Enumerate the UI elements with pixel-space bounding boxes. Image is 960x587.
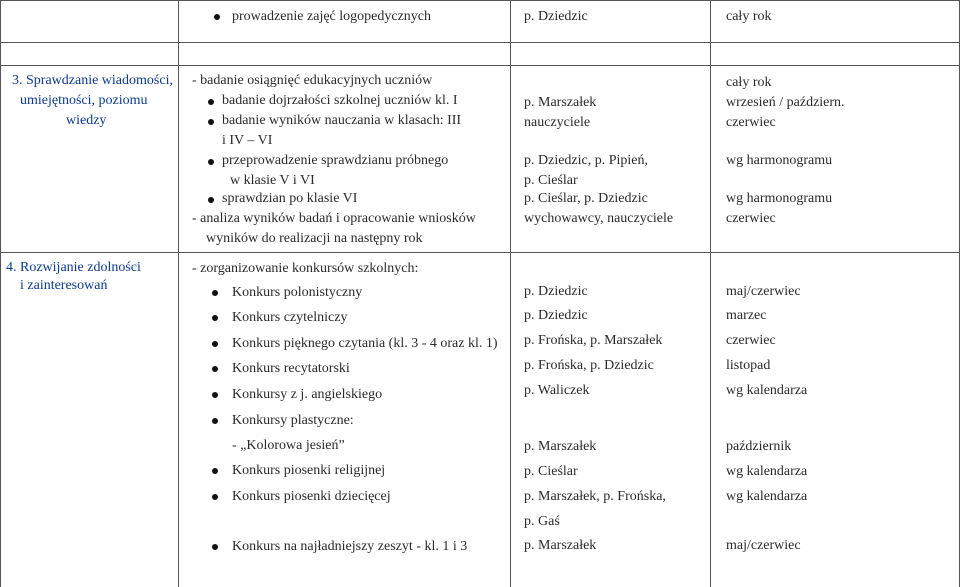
row4-item-1-when: marzec: [726, 308, 767, 323]
row3-line-4: przeprowadzenie sprawdzianu próbnego: [222, 153, 449, 168]
row3-when-3: wg harmonogramu: [726, 153, 833, 168]
bullet-icon: [212, 392, 218, 398]
bullet-icon: [208, 119, 214, 125]
table-border-top: [0, 0, 960, 1]
row4-item-3-label: Konkurs recytatorski: [232, 361, 350, 376]
row4-item-7-who: p. Cieślar: [524, 464, 578, 479]
row4-item-8-when: wg kalendarza: [726, 489, 808, 504]
row4-item-10-who: p. Marszałek: [524, 538, 597, 553]
row4-item-6-who: p. Marszałek: [524, 439, 597, 454]
row3-when-2: czerwiec: [726, 115, 776, 130]
table-border-row3-bottom: [0, 252, 960, 253]
row4-item-2-label: Konkurs pięknego czytania (kl. 3 - 4 oraz kl. 1): [232, 336, 498, 351]
table-col-1: [178, 0, 179, 587]
row3-line-8: wyników do realizacji na następny rok: [206, 231, 423, 246]
bullet-icon: [208, 159, 214, 165]
row4-item-7-label: Konkurs piosenki religijnej: [232, 463, 386, 478]
row3-when-1: wrzesień / październ.: [726, 95, 845, 110]
row3-line-5: w klasie V i VI: [230, 173, 315, 188]
row4-item-0-label: Konkurs polonistyczny: [232, 285, 363, 300]
row3-when-4: wg harmonogramu: [726, 191, 833, 206]
row4-item-6-when: październik: [726, 439, 792, 454]
row4-section-line2: i zainteresowań: [20, 278, 108, 293]
table-col-2: [510, 0, 511, 587]
row3-who-5: wychowawcy, nauczyciele: [524, 211, 674, 226]
table-border-row1-bottom: [0, 42, 960, 43]
row3-line-1: badanie dojrzałości szkolnej uczniów kl. I: [222, 93, 458, 108]
bullet-icon: [212, 290, 218, 296]
row4-section-line1: 4. Rozwijanie zdolności: [6, 260, 141, 275]
bullet-icon: [212, 418, 218, 424]
row4-item-10-when: maj/czerwiec: [726, 538, 801, 553]
row4-item-3-when: listopad: [726, 358, 771, 373]
row3-section-line3: wiedzy: [66, 113, 107, 128]
bullet-icon: [212, 341, 218, 347]
row4-item-7-when: wg kalendarza: [726, 464, 808, 479]
row3-line-7: - analiza wyników badań i opracowanie wniosków: [192, 211, 476, 226]
bullet-icon: [212, 544, 218, 550]
row4-item-5-label: Konkursy plastyczne:: [232, 413, 354, 428]
bullet-icon: [208, 197, 214, 203]
row4-item-1-label: Konkurs czytelniczy: [232, 310, 348, 325]
row4-item-8-label: Konkurs piosenki dziecięcej: [232, 489, 391, 504]
row3-who-0: p. Marszałek: [524, 95, 597, 110]
row3-when-5: czerwiec: [726, 211, 776, 226]
row3-section-line2: umiejętności, poziomu: [20, 93, 148, 108]
row3-section-line1: 3. Sprawdzanie wiadomości,: [12, 73, 173, 88]
bullet-icon: [212, 366, 218, 372]
row4-item-1-who: p. Dziedzic: [524, 308, 588, 323]
row4-item-4-when: wg kalendarza: [726, 383, 808, 398]
bullet-icon: [212, 315, 218, 321]
row3-who-1: nauczyciele: [524, 115, 591, 130]
row3-line-6: sprawdzian po klasie VI: [222, 191, 358, 206]
row4-item-0-when: maj/czerwiec: [726, 284, 801, 299]
row1-when: cały rok: [726, 9, 772, 24]
row4-item-8-who: p. Marszałek, p. Frońska,: [524, 489, 666, 504]
row3-who-2: p. Dziedzic, p. Pipień,: [524, 153, 649, 168]
row4-item-6-label: - „Kolorowa jesień”: [232, 438, 345, 453]
row4-item-0-who: p. Dziedzic: [524, 284, 588, 299]
row3-line-2: badanie wyników nauczania w klasach: III: [222, 113, 462, 128]
row3-line-0: - badanie osiągnięć edukacyjnych uczniów: [192, 73, 433, 88]
bullet-icon: [214, 14, 220, 20]
bullet-icon: [212, 468, 218, 474]
row1-activity: prowadzenie zajęć logopedycznych: [232, 9, 432, 24]
row4-item-4-who: p. Waliczek: [524, 383, 590, 398]
row4-item-4-label: Konkursy z j. angielskiego: [232, 387, 383, 402]
row4-item-9-who: p. Gaś: [524, 514, 560, 529]
row3-who-3: p. Cieślar: [524, 173, 578, 188]
row3-who-4: p. Cieślar, p. Dziedzic: [524, 191, 648, 206]
table-border-row2-top: [0, 65, 960, 66]
row4-item-2-who: p. Frońska, p. Marszałek: [524, 333, 663, 348]
row4-item-10-label: Konkurs na najładniejszy zeszyt - kl. 1 i 3: [232, 539, 468, 554]
row4-item-3-who: p. Frońska, p. Dziedzic: [524, 358, 654, 373]
bullet-icon: [208, 99, 214, 105]
row3-when-0: cały rok: [726, 75, 772, 90]
table-col-3: [710, 0, 711, 587]
table-col-left: [0, 0, 1, 587]
row1-who: p. Dziedzic: [524, 9, 588, 24]
row3-line-3: i IV – VI: [222, 133, 273, 148]
row4-item-2-when: czerwiec: [726, 333, 776, 348]
row4-intro: - zorganizowanie konkursów szkolnych:: [192, 261, 419, 276]
bullet-icon: [212, 494, 218, 500]
